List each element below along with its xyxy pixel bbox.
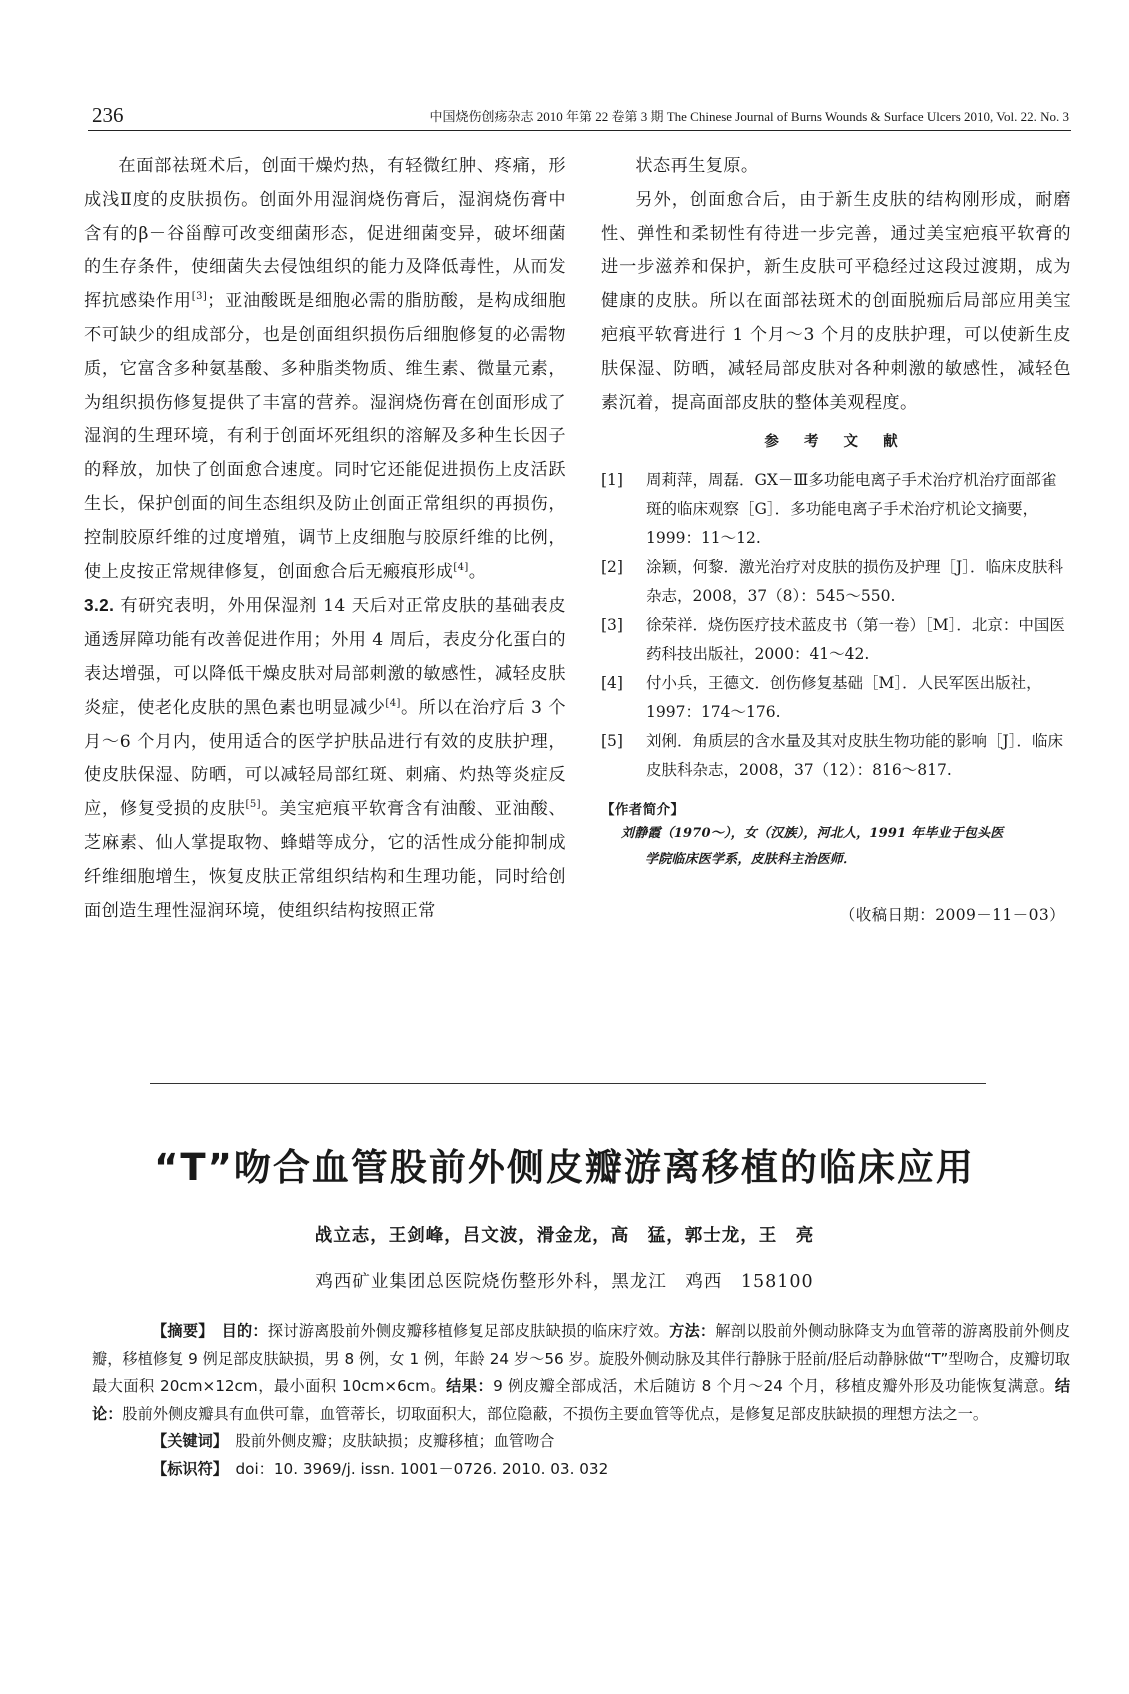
text-run: ；亚油酸既是细胞必需的脂肪酸，是构成细胞不可缺少的组成部分，也是创面组织损伤后细胞修复的必需物质，它富含多种氨基酸、多种脂类物质、维生素、微量元素，为组织损伤修复提供了丰富的营养。湿润烧伤膏在创面形成了湿润的生理环境，有利于创面坏死组织的溶解及多种生长因子的释放，加快了创面愈合速度。同时它还能促进损伤上皮活跃生长，保护创面的间生态组织及防止创面正常组织的再损伤，控制胶原纤维的过度增殖，调节上皮细胞与胶原纤维的比例，使上皮按正常规律修复，创面愈合后无瘢痕形成	[84, 291, 566, 582]
citation: [4]	[453, 561, 469, 573]
author-list: 战立志，王剑峰，吕文波，滑金龙，高 猛，郭士龙，王 亮	[314, 1226, 815, 1246]
author-bio-line: 学院临床医学系，皮肤科主治医师．	[645, 852, 857, 868]
right-column	[601, 150, 1071, 927]
reference-item	[601, 669, 1071, 727]
method-text: 解剖以股前外侧动脉降支为血管蒂的游离股前外侧皮瓣，移植修复 9 例足部皮肤缺损，男 8 例，女 1 例，年龄 24 岁～56 岁。旋股外侧动脉及其伴行静脉于胫前/胫后动静脉做“T”型吻合，皮瓣切取最大面积 20cm×12cm，最小面积 10cm×6cm。	[92, 1322, 1071, 1395]
keywords-text: 股前外侧皮瓣；皮肤缺损；皮瓣移植；血管吻合	[235, 1432, 555, 1450]
method-label: 方法：	[669, 1322, 716, 1340]
article-divider	[150, 1083, 986, 1084]
reference-number: [5]	[601, 732, 623, 751]
article-title: “T”吻合血管股前外侧皮瓣游离移植的临床应用	[154, 1146, 975, 1189]
author-bio	[601, 821, 1071, 873]
doi-text: doi：10. 3969/j. issn. 1001－0726. 2010. 03. 032	[235, 1459, 609, 1478]
abstract	[92, 1318, 1070, 1428]
result-text: 9 例皮瓣全部成活，术后随访 8 个月～24 个月，移植皮瓣外形及功能恢复满意。	[493, 1377, 1055, 1395]
left-paragraph-1	[84, 150, 566, 589]
abstract-tag: 【摘要】	[152, 1322, 207, 1340]
conclusion-text: 股前外侧皮瓣具有血供可靠，血管蒂长，切取面积大，部位隐蔽，不损伤主要血管等优点，是修复足部皮肤缺损的理想方法之一。	[122, 1404, 989, 1423]
abstract-block	[92, 1318, 1070, 1483]
keywords-label: 【关键词】	[152, 1432, 221, 1450]
page-number: 236	[92, 103, 124, 127]
right-paragraph-2: 另外，创面愈合后，由于新生皮肤的结构刚形成，耐磨性、弹性和柔韧性有待进一步完善，通过美宝疤痕平软膏的进一步滋养和保护，新生皮肤可平稳经过这段过渡期，成为健康的皮肤。所以在面部祛斑术的创面脱痂后局部应用美宝疤痕平软膏进行 1 个月～3 个月的皮肤护理，可以使新生皮肤保湿、防晒，减轻局部皮肤对各种刺激的敏感性，减轻色素沉着，提高面部皮肤的整体美观程度。	[601, 189, 1071, 413]
author-bio-heading: 【作者简介】	[601, 802, 685, 819]
reference-text: 涂颖，何黎．激光治疗对皮肤的损伤及护理［J］．临床皮肤科杂志，2008，37（8）：545～550.	[646, 558, 1063, 606]
reference-text: 付小兵，王德文．创伤修复基础［M］．人民军医出版社，1997：174～176.	[646, 674, 1042, 722]
objective-label: 目的：	[221, 1322, 268, 1340]
reference-text: 刘俐．角质层的含水量及其对皮肤生物功能的影响［J］．临床皮肤科杂志，2008，37（12）：816～817.	[646, 732, 1063, 780]
section-number: 3.2.	[84, 595, 115, 616]
reference-item	[601, 727, 1071, 785]
text-run: 。所以在治疗后 3 个月～6 个月内，使用适合的医学护肤品进行有效的皮肤护理，使皮肤保湿、防晒，可以减轻局部红斑、刺痛、灼热等炎症反应，修复受损的皮肤	[84, 697, 566, 820]
reference-item	[601, 611, 1071, 669]
affiliation: 鸡西矿业集团总医院烧伤整形外科，黑龙江 鸡西 158100	[315, 1272, 814, 1292]
reference-number: [2]	[601, 558, 623, 577]
citation: [5]	[245, 799, 261, 811]
reference-number: [4]	[601, 674, 623, 693]
right-paragraph-1: 状态再生复原。	[635, 156, 759, 176]
reference-item	[601, 553, 1071, 611]
author-bio-line: 刘静霞（1970～），女（汉族），河北人，1991 年毕业于包头医	[621, 826, 1004, 842]
reference-text: 周莉萍，周磊．GX－Ⅲ多功能电离子手术治疗机治疗面部雀斑的临床观察［G］．多功能电离子手术治疗机论文摘要，1999：11～12.	[646, 471, 1057, 548]
left-column	[84, 150, 566, 928]
citation: [4]	[385, 697, 401, 709]
citation: [3]	[191, 291, 208, 303]
reference-item	[601, 466, 1071, 553]
reference-list	[601, 466, 1071, 785]
references-heading: 参 考 文 献	[764, 433, 908, 451]
result-label: 结果：	[446, 1377, 494, 1395]
received-date: （收稿日期：2009－11－03）	[839, 906, 1065, 925]
objective-text: 探讨游离股前外侧皮瓣移植修复足部皮肤缺损的临床疗效。	[267, 1322, 670, 1340]
reference-text: 徐荣祥．烧伤医疗技术蓝皮书（第一卷）［M］．北京：中国医药科技出版社，2000：41～42.	[646, 616, 1065, 664]
text-run: 。美宝疤痕平软膏含有油酸、亚油酸、芝麻素、仙人掌提取物、蜂蜡等成分，它的活性成分能抑制成纤维细胞增生，恢复皮肤正常组织结构和生理功能，同时给创面创造生理性湿润环境，使组织结构按照正常	[84, 799, 566, 921]
keywords-line	[92, 1428, 1070, 1456]
left-paragraph-2	[84, 589, 566, 928]
header-rule	[88, 130, 1071, 131]
identifier-label: 【标识符】	[152, 1459, 221, 1478]
reference-number: [3]	[601, 616, 623, 635]
identifier-line	[92, 1456, 1070, 1484]
running-head: 中国烧伤创疡杂志 2010 年第 22 卷第 3 期 The Chinese Journal of Burns Wounds & Surface Ulcers 2010, Vol. 22. No. 3	[429, 109, 1069, 124]
conclusion-label: 结论：	[92, 1377, 1071, 1423]
text-run: 在面部祛斑术后，创面干燥灼热，有轻微红肿、疼痛，形成浅Ⅱ度的皮肤损伤。创面外用湿润烧伤膏后，湿润烧伤膏中含有的β－谷甾醇可改变细菌形态，促进细菌变异，破坏细菌的生存条件，使细菌失去侵蚀组织的能力及降低毒性，从而发挥抗感染作用	[84, 156, 566, 312]
reference-number: [1]	[601, 471, 623, 490]
text-run: 有研究表明，外用保湿剂 14 天后对正常皮肤的基础表皮通透屏障功能有改善促进作用；外用 4 周后，表皮分化蛋白的表达增强，可以降低干燥皮肤对局部刺激的敏感性，减轻皮肤炎症，使老化皮肤的黑色素也明显减少	[84, 596, 566, 718]
text-run: 。	[468, 561, 487, 582]
